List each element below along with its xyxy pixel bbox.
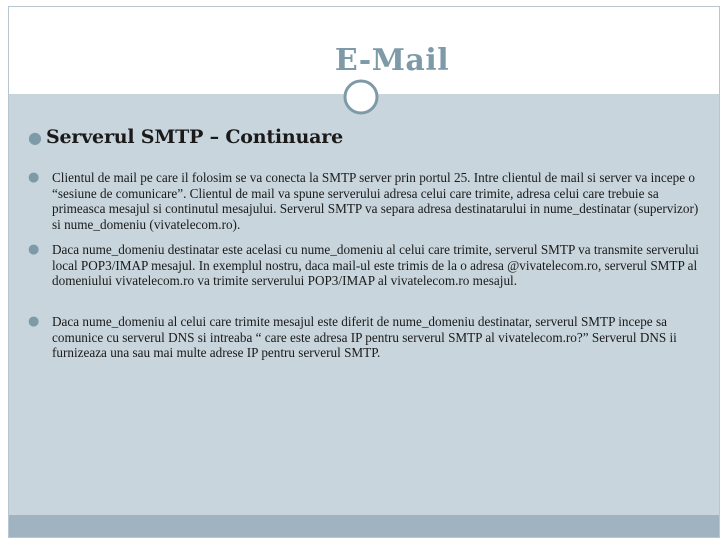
- circle-ornament-icon: [343, 79, 379, 115]
- paragraph-3: [28, 314, 710, 361]
- bullet-icon: ●: [28, 170, 40, 185]
- paragraph-text: Daca nume_domeniu al celui care trimite mesajul este diferit de nume_domeniu destinatar, serverul SMTP incepe sa comunice cu serverul DNS si intreaba “ care este adresa IP pentru serverul SMTP al vivatelecom.ro?” Serverul DNS ii furnizeaza una sau mai multe adrese IP pentru serverul SMTP.: [52, 314, 677, 360]
- bullet-icon: ●: [28, 314, 40, 329]
- bullet-icon: ●: [28, 127, 42, 147]
- bullet-icon: ●: [28, 242, 40, 257]
- paragraph-1: [28, 170, 710, 232]
- paragraph-text: Daca nume_domeniu destinatar este acelasi cu nume_domeniu al celui care trimite, serverul SMTP va transmite serverului local POP3/IMAP mesajul. In exemplul nostru, daca mail-ul este trimis de la o adresa @vivatelecom.ro, serverul SMTP al domeniului vivatelecom.ro va trimite serverului POP3/IMAP al vivatelecom.ro mesajul.: [52, 242, 699, 288]
- paragraph-2: [28, 242, 710, 289]
- heading-text: Serverul SMTP – Continuare: [46, 126, 343, 148]
- content-area: [9, 94, 719, 515]
- slide-title: E-Mail: [334, 43, 450, 78]
- paragraph-text: Clientul de mail pe care il folosim se va conecta la SMTP server prin portul 25. Intre clientul de mail si server va incepe o “sesiune de comunicare”. Clientul de mail va spune serverului adresa celui care trimite, adresa celui care trebuie sa primeasca mesajul si continutul mesajului. Serverul SMTP va separa adresa destinatarului in nume_destinatar (supervizor) si nume_domeniu (vivatelecom.ro).: [52, 170, 699, 232]
- footer-bar: [9, 515, 719, 537]
- section-heading: [28, 126, 708, 148]
